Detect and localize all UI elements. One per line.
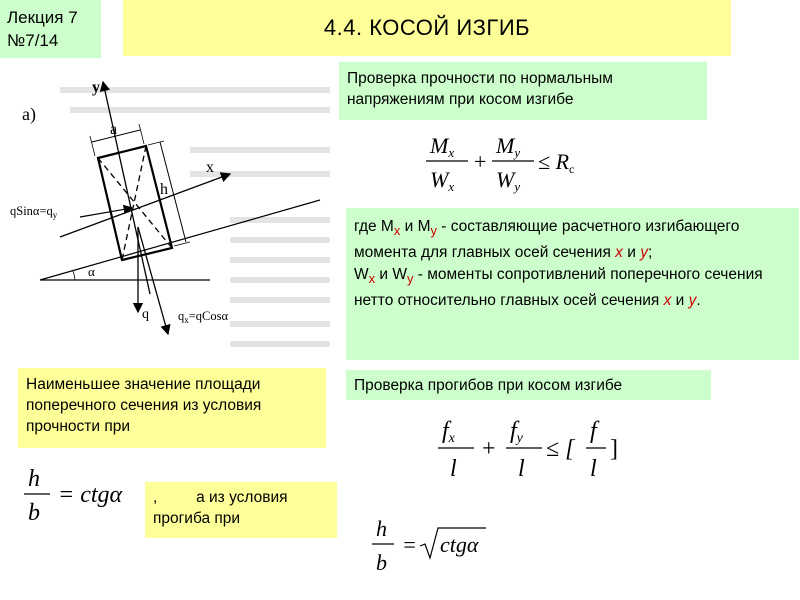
y-axis (103, 82, 150, 294)
x-axis (60, 174, 230, 237)
svg-text:f: f (590, 418, 597, 444)
svg-text:l: l (590, 456, 597, 482)
lecture-label (0, 0, 101, 58)
dimension-h: h (160, 181, 168, 198)
svg-text:l: l (518, 456, 525, 482)
deflection-check-heading: Проверка прогибов при косом изгибе (346, 370, 711, 400)
svg-text:b: b (28, 500, 40, 526)
svg-text:=: = (402, 532, 417, 557)
y-axis-label: y (92, 79, 100, 96)
min-area-text: Наименьшее значение площади поперечного сечения из условия прочности при (18, 368, 326, 448)
svg-text:l: l (450, 456, 457, 482)
variables-description: где $M_x$ и $M_y$ - составляющие расчетного изгибающего момента для главных осей сечения x и y; $W_x$ и $W_y$ - моменты сопротивлений поперечного сечения нетто относительно главных осей сечения x и y. (346, 208, 799, 360)
svg-text:h: h (28, 466, 40, 492)
svg-text:fy: fy (510, 418, 523, 446)
svg-text:fx: fx (442, 418, 455, 446)
page-title: 4.4. КОСОЙ ИЗГИБ (123, 0, 731, 56)
svg-text:≤ [: ≤ [ (546, 436, 575, 462)
lecture-number: Лекция 7 (7, 8, 78, 27)
x-axis-label: x (206, 159, 214, 176)
oblique-bending-diagram (0, 62, 340, 362)
deflection-ratio-formula (368, 510, 518, 590)
slide-number: №7/14 (7, 31, 59, 50)
svg-text:ctgα: ctgα (440, 532, 479, 557)
svg-text:+: + (474, 149, 487, 174)
svg-text:Mx: Mx (430, 133, 455, 160)
faded-background-text (60, 90, 330, 344)
svg-text:≤ Rc: ≤ Rc (538, 149, 575, 176)
cross-section (98, 146, 172, 260)
load-qsin-label: $qSin\alpha=q_y$ (10, 204, 58, 220)
svg-text:Wx: Wx (430, 167, 455, 194)
angle-alpha-label: α (88, 264, 95, 279)
load-q-label: q (142, 307, 149, 322)
svg-text:Wy: Wy (496, 167, 521, 194)
svg-text:My: My (496, 133, 521, 160)
svg-text:h: h (376, 516, 387, 541)
strength-formula (420, 125, 590, 205)
svg-text:]: ] (610, 436, 618, 462)
section-ratio-formula (18, 458, 158, 530)
strength-check-heading: Проверка прочности по нормальным напряжениям при косом изгибе (339, 62, 707, 120)
load-qcos-label: $q_x=qCos\alpha$ (178, 309, 229, 325)
deflection-condition-text: , а из условия прогиба при (145, 482, 337, 538)
dimension-a: a (110, 121, 118, 138)
deflection-formula (430, 408, 630, 490)
svg-text:+: + (482, 436, 496, 462)
svg-text:= ctgα: = ctgα (58, 482, 123, 508)
svg-text:b: b (376, 550, 387, 575)
diagram-label: а) (22, 104, 36, 124)
